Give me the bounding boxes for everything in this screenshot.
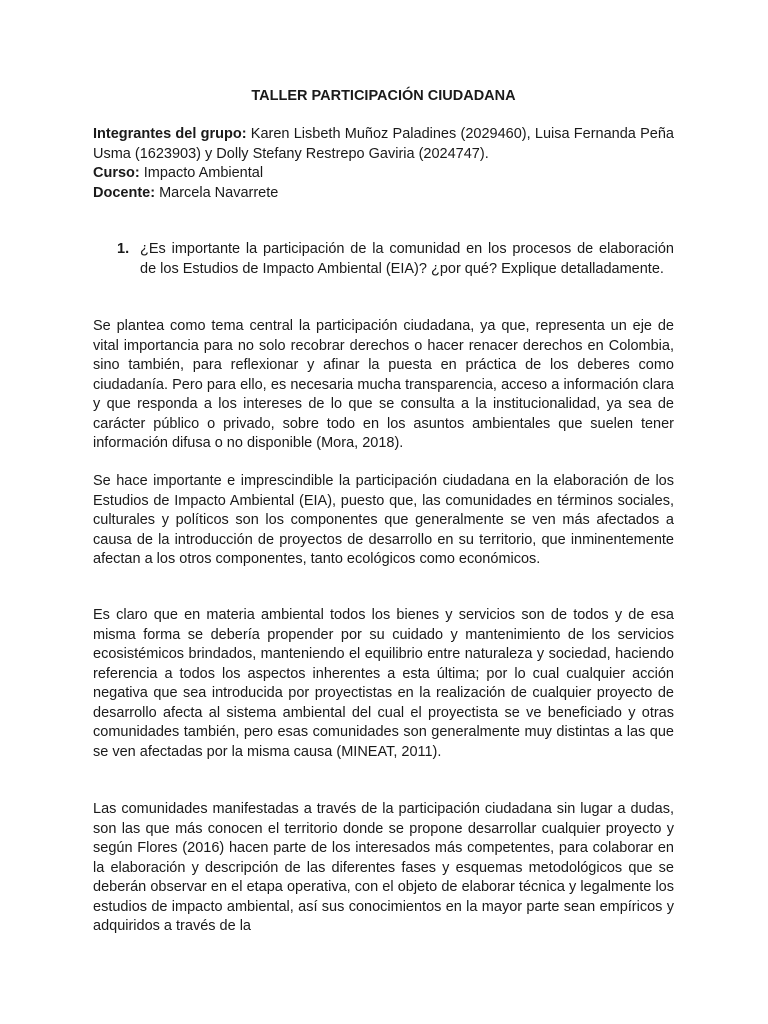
body-paragraph: Se hace importante e imprescindible la participación ciudadana en la elaboración de los Estudios de Impacto Ambiental (EIA), puesto que, las comunidades en términos sociales, culturales y políticos son los componentes que generalmente se ven más afectados a causa de la introducción de proyectos de desarrollo en su territorio, que inminentemente afectan a los otros componentes, tanto ecológicos como económicos.	[93, 473, 674, 567]
group-members-value: Karen Lisbeth Muñoz Paladines (2029460), Luisa Fernanda Peña Usma (1623903) y Dolly Stefany Restrepo Gaviria (2024747).	[93, 126, 674, 162]
body-paragraph: Las comunidades manifestadas a través de la participación ciudadana sin lugar a dudas, son las que más conocen el territorio donde se propone desarrollar cualquier proyecto y según Flores (2016) hacen parte de los interesados más competentes, para colaborar en la elaboración y descripción de las diferentes fases y esquemas metodológicos que se deberán observar en el etapa operativa, con el objeto de elaborar técnica y legalmente los estudios de impacto ambiental, así sus conocimientos en la mayor parte sean empíricos y adquiridos a través de la	[93, 801, 674, 934]
body-paragraph: Es claro que en materia ambiental todos los bienes y servicios son de todos y de esa misma forma se debería propender por su cuidado y mantenimiento de los servicios ecosistémicos brindados, manteniendo el equilibrio entre naturaleza y sociedad, haciendo referencia a todos los aspectos inherentes a esta última; por lo cual cualquier acción negativa que sea introducida por proyectistas en la realización de cualquier proyecto de desarrollo afecta al sistema ambiental del cual el proyectista se ve beneficiado y otras comunidades también, pero esas comunidades son generalmente muy distintas a las que se ven afectadas por la misma causa (MINEAT, 2011).	[93, 607, 674, 760]
group-members-line	[93, 125, 674, 164]
teacher-line	[93, 184, 674, 204]
course-label: Curso:	[93, 165, 140, 181]
course-value: Impacto Ambiental	[143, 165, 264, 181]
question-text: ¿Es importante la participación de la comunidad en los procesos de elaboración de los Estudios de Impacto Ambiental (EIA)? ¿por qué? Explique detalladamente.	[140, 241, 674, 277]
body-paragraph: Se plantea como tema central la participación ciudadana, ya que, representa un eje de vital importancia para no solo recobrar derechos o hacer renacer derechos en Colombia, sino también, para reflexionar y afinar la puesta en práctica de los deberes como ciudadanía. Pero para ello, es necesaria mucha transparencia, acceso a información clara y que responda a los intereses de lo que se consulta a la institucionalidad, ya sea de carácter público o privado, sobre todo en los asuntos ambientales que suelen tener información difusa o no disponible (Mora, 2018).	[93, 318, 674, 451]
teacher-label: Docente:	[93, 184, 156, 201]
question-number: 1.	[117, 241, 130, 257]
group-members-label: Integrantes del grupo:	[93, 126, 247, 142]
course-line	[93, 164, 674, 184]
teacher-value: Marcela Navarrete	[159, 184, 279, 201]
document-title: TALLER PARTICIPACIÓN CIUDADANA	[251, 88, 516, 104]
question-item	[117, 240, 674, 279]
document-metadata	[93, 125, 674, 203]
